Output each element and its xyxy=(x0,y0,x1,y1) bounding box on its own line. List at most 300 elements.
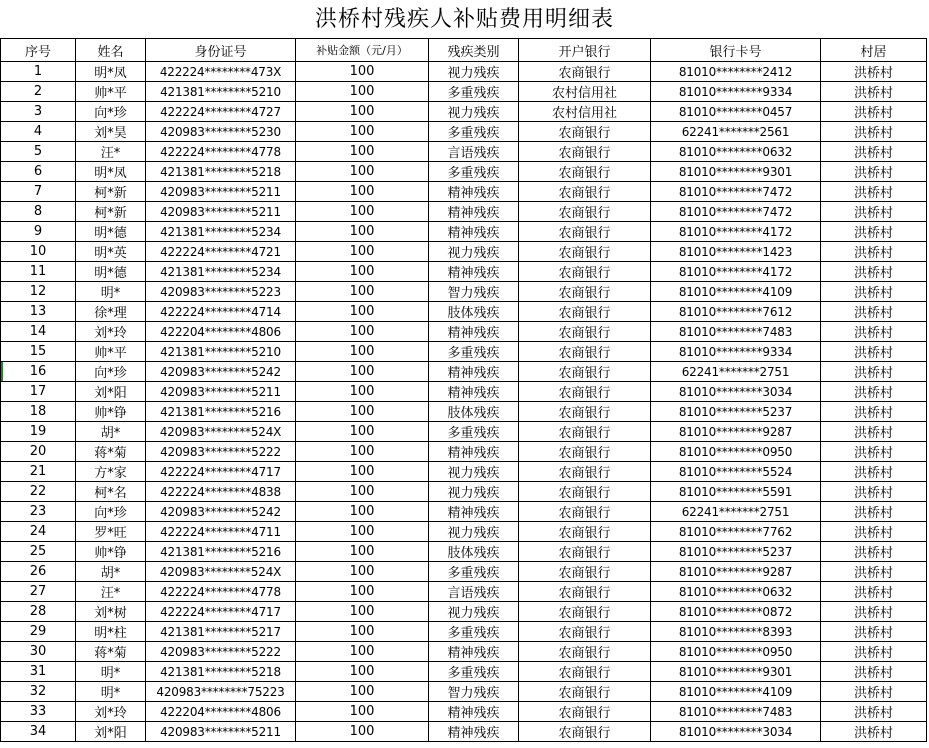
cell-index[interactable]: 6 xyxy=(1,162,76,182)
cell-index[interactable]: 34 xyxy=(1,722,76,742)
cell-disability-type[interactable]: 视力残疾 xyxy=(429,102,519,122)
page-title: 洪桥村残疾人补贴费用明细表 xyxy=(314,7,614,32)
cell-index[interactable]: 24 xyxy=(1,522,76,542)
cell-village[interactable]: 洪桥村 xyxy=(821,302,927,322)
cell-index[interactable]: 28 xyxy=(1,602,76,622)
cell-id-number[interactable]: 422224********4714 xyxy=(146,302,296,322)
cell-village[interactable]: 洪桥村 xyxy=(821,582,927,602)
cell-village[interactable]: 洪桥村 xyxy=(821,62,927,82)
cell-subsidy[interactable]: 100 xyxy=(296,582,429,602)
cell-village[interactable]: 洪桥村 xyxy=(821,622,927,642)
cell-index[interactable]: 22 xyxy=(1,482,76,502)
cell-index[interactable]: 29 xyxy=(1,622,76,642)
cell-index[interactable]: 31 xyxy=(1,662,76,682)
cell-index[interactable]: 9 xyxy=(1,222,76,242)
cell-bank[interactable]: 农商银行 xyxy=(519,342,651,362)
cell-subsidy[interactable]: 100 xyxy=(296,82,429,102)
cell-bank[interactable]: 农商银行 xyxy=(519,602,651,622)
cell-bank[interactable]: 农商银行 xyxy=(519,162,651,182)
header-name[interactable]: 姓名 xyxy=(76,39,146,62)
cell-bank[interactable]: 农商银行 xyxy=(519,542,651,562)
cell-disability-type[interactable]: 精神残疾 xyxy=(429,362,519,382)
cell-bank[interactable]: 农商银行 xyxy=(519,282,651,302)
cell-disability-type[interactable]: 精神残疾 xyxy=(429,262,519,282)
cell-index[interactable]: 20 xyxy=(1,442,76,462)
cell-bank[interactable]: 农商银行 xyxy=(519,622,651,642)
cell-village[interactable]: 洪桥村 xyxy=(821,102,927,122)
cell-disability-type[interactable]: 肢体残疾 xyxy=(429,542,519,562)
cell-disability-type[interactable]: 视力残疾 xyxy=(429,602,519,622)
cell-disability-type[interactable]: 智力残疾 xyxy=(429,682,519,702)
cell-index[interactable]: 12 xyxy=(1,282,76,302)
cell-village[interactable]: 洪桥村 xyxy=(821,202,927,222)
cell-index[interactable]: 5 xyxy=(1,142,76,162)
cell-index[interactable]: 25 xyxy=(1,542,76,562)
subsidy-table xyxy=(0,38,927,742)
cell-village[interactable]: 洪桥村 xyxy=(821,482,927,502)
cell-bank[interactable]: 农商银行 xyxy=(519,182,651,202)
cell-village[interactable]: 洪桥村 xyxy=(821,242,927,262)
cell-subsidy[interactable]: 100 xyxy=(296,222,429,242)
cell-village[interactable]: 洪桥村 xyxy=(821,342,927,362)
cell-id-number[interactable]: 421381********5216 xyxy=(146,402,296,422)
cell-id-number[interactable]: 422224********4778 xyxy=(146,142,296,162)
table-row xyxy=(1,562,927,582)
cell-id-number[interactable]: 422224********4721 xyxy=(146,242,296,262)
cell-bank[interactable]: 农商银行 xyxy=(519,62,651,82)
cell-village[interactable]: 洪桥村 xyxy=(821,642,927,662)
cell-card-number[interactable]: 81010********8393 xyxy=(651,622,821,642)
cell-bank[interactable]: 农商银行 xyxy=(519,482,651,502)
cell-card-number[interactable]: 81010********3034 xyxy=(651,722,821,742)
cell-bank[interactable]: 农商银行 xyxy=(519,462,651,482)
cell-name[interactable]: 胡* xyxy=(76,562,146,582)
cell-name[interactable]: 帅*铮 xyxy=(76,542,146,562)
cell-name[interactable]: 柯*新 xyxy=(76,182,146,202)
cell-subsidy[interactable]: 100 xyxy=(296,342,429,362)
table-row xyxy=(1,262,927,282)
table-row xyxy=(1,242,927,262)
cell-card-number[interactable]: 81010********0872 xyxy=(651,602,821,622)
cell-card-number[interactable]: 81010********1423 xyxy=(651,242,821,262)
cell-village[interactable]: 洪桥村 xyxy=(821,562,927,582)
header-id-number[interactable]: 身份证号 xyxy=(146,39,296,62)
cell-id-number[interactable]: 420983********5242 xyxy=(146,362,296,382)
table-body xyxy=(1,62,927,742)
table-row xyxy=(1,342,927,362)
cell-subsidy[interactable]: 100 xyxy=(296,422,429,442)
cell-name[interactable]: 明*德 xyxy=(76,222,146,242)
cell-index[interactable]: 16 xyxy=(1,362,76,382)
cell-disability-type[interactable]: 精神残疾 xyxy=(429,702,519,722)
cell-village[interactable]: 洪桥村 xyxy=(821,542,927,562)
table-row xyxy=(1,422,927,442)
cell-index[interactable]: 3 xyxy=(1,102,76,122)
cell-index[interactable]: 32 xyxy=(1,682,76,702)
cell-card-number[interactable]: 81010********9334 xyxy=(651,342,821,362)
cell-index[interactable]: 33 xyxy=(1,702,76,722)
cell-village[interactable]: 洪桥村 xyxy=(821,122,927,142)
cell-card-number[interactable]: 81010********4172 xyxy=(651,222,821,242)
header-disability-type[interactable]: 残疾类别 xyxy=(429,39,519,62)
cell-subsidy[interactable]: 100 xyxy=(296,442,429,462)
cell-disability-type[interactable]: 精神残疾 xyxy=(429,382,519,402)
cell-disability-type[interactable]: 肢体残疾 xyxy=(429,302,519,322)
cell-id-number[interactable]: 422224********4727 xyxy=(146,102,296,122)
cell-name[interactable]: 明* xyxy=(76,682,146,702)
cell-village[interactable]: 洪桥村 xyxy=(821,362,927,382)
cell-index[interactable]: 23 xyxy=(1,502,76,522)
cell-village[interactable]: 洪桥村 xyxy=(821,442,927,462)
cell-card-number[interactable]: 81010********4109 xyxy=(651,282,821,302)
cell-name[interactable]: 刘*昊 xyxy=(76,122,146,142)
cell-name[interactable]: 明* xyxy=(76,662,146,682)
cell-id-number[interactable]: 420983********5222 xyxy=(146,442,296,462)
table-row xyxy=(1,122,927,142)
cell-disability-type[interactable]: 多重残疾 xyxy=(429,562,519,582)
cell-subsidy[interactable]: 100 xyxy=(296,602,429,622)
cell-name[interactable]: 蒋*菊 xyxy=(76,642,146,662)
cell-id-number[interactable]: 421381********5216 xyxy=(146,542,296,562)
cell-id-number[interactable]: 420983********5222 xyxy=(146,642,296,662)
cell-name[interactable]: 帅*平 xyxy=(76,82,146,102)
cell-village[interactable]: 洪桥村 xyxy=(821,602,927,622)
cell-disability-type[interactable]: 精神残疾 xyxy=(429,202,519,222)
table-row xyxy=(1,302,927,322)
cell-bank[interactable]: 农商银行 xyxy=(519,302,651,322)
cell-subsidy[interactable]: 100 xyxy=(296,382,429,402)
cell-subsidy[interactable]: 100 xyxy=(296,242,429,262)
cell-bank[interactable]: 农商银行 xyxy=(519,362,651,382)
cell-card-number[interactable]: 81010********0950 xyxy=(651,642,821,662)
cell-village[interactable]: 洪桥村 xyxy=(821,322,927,342)
cell-card-number[interactable]: 81010********9287 xyxy=(651,422,821,442)
cell-bank[interactable]: 农村信用社 xyxy=(519,102,651,122)
cell-name[interactable]: 刘*阳 xyxy=(76,722,146,742)
cell-card-number[interactable]: 81010********9301 xyxy=(651,662,821,682)
cell-village[interactable]: 洪桥村 xyxy=(821,142,927,162)
cell-bank[interactable]: 农商银行 xyxy=(519,442,651,462)
cell-disability-type[interactable]: 多重残疾 xyxy=(429,122,519,142)
cell-subsidy[interactable]: 100 xyxy=(296,562,429,582)
cell-card-number[interactable]: 62241*******2561 xyxy=(651,122,821,142)
cell-subsidy[interactable]: 100 xyxy=(296,502,429,522)
cell-id-number[interactable]: 421381********5218 xyxy=(146,662,296,682)
cell-name[interactable]: 帅*平 xyxy=(76,342,146,362)
cell-name[interactable]: 明*英 xyxy=(76,242,146,262)
cell-disability-type[interactable]: 视力残疾 xyxy=(429,462,519,482)
cell-index[interactable]: 13 xyxy=(1,302,76,322)
cell-village[interactable]: 洪桥村 xyxy=(821,702,927,722)
cell-village[interactable]: 洪桥村 xyxy=(821,462,927,482)
cell-bank[interactable]: 农商银行 xyxy=(519,142,651,162)
cell-subsidy[interactable]: 100 xyxy=(296,542,429,562)
cell-disability-type[interactable]: 多重残疾 xyxy=(429,422,519,442)
cell-card-number[interactable]: 81010********7762 xyxy=(651,522,821,542)
cell-subsidy[interactable]: 100 xyxy=(296,622,429,642)
cell-village[interactable]: 洪桥村 xyxy=(821,402,927,422)
cell-subsidy[interactable]: 100 xyxy=(296,262,429,282)
cell-village[interactable]: 洪桥村 xyxy=(821,282,927,302)
cell-village[interactable]: 洪桥村 xyxy=(821,162,927,182)
cell-bank[interactable]: 农商银行 xyxy=(519,402,651,422)
cell-card-number[interactable]: 81010********5237 xyxy=(651,402,821,422)
cell-subsidy[interactable]: 100 xyxy=(296,702,429,722)
cell-subsidy[interactable]: 100 xyxy=(296,402,429,422)
cell-village[interactable]: 洪桥村 xyxy=(821,422,927,442)
cell-village[interactable]: 洪桥村 xyxy=(821,522,927,542)
cell-id-number[interactable]: 420983********75223 xyxy=(146,682,296,702)
cell-bank[interactable]: 农商银行 xyxy=(519,522,651,542)
cell-index[interactable]: 27 xyxy=(1,582,76,602)
cell-village[interactable]: 洪桥村 xyxy=(821,222,927,242)
table-row xyxy=(1,362,927,382)
cell-disability-type[interactable]: 精神残疾 xyxy=(429,442,519,462)
cell-name[interactable]: 明*凤 xyxy=(76,62,146,82)
cell-village[interactable]: 洪桥村 xyxy=(821,182,927,202)
cell-index[interactable]: 14 xyxy=(1,322,76,342)
cell-subsidy[interactable]: 100 xyxy=(296,142,429,162)
cell-name[interactable]: 帅*铮 xyxy=(76,402,146,422)
cell-bank[interactable]: 农商银行 xyxy=(519,382,651,402)
cell-subsidy[interactable]: 100 xyxy=(296,362,429,382)
cell-card-number[interactable]: 81010********0632 xyxy=(651,142,821,162)
table-row xyxy=(1,102,927,122)
cell-index[interactable]: 17 xyxy=(1,382,76,402)
cell-disability-type[interactable]: 多重残疾 xyxy=(429,662,519,682)
cell-disability-type[interactable]: 多重残疾 xyxy=(429,82,519,102)
header-village[interactable]: 村居 xyxy=(821,39,927,62)
cell-bank[interactable]: 农商银行 xyxy=(519,582,651,602)
cell-disability-type[interactable]: 多重残疾 xyxy=(429,342,519,362)
table-row xyxy=(1,202,927,222)
cell-name[interactable]: 柯*新 xyxy=(76,202,146,222)
cell-disability-type[interactable]: 精神残疾 xyxy=(429,722,519,742)
cell-index[interactable]: 18 xyxy=(1,402,76,422)
cell-subsidy[interactable]: 100 xyxy=(296,722,429,742)
cell-id-number[interactable]: 421381********5218 xyxy=(146,162,296,182)
cell-index[interactable]: 11 xyxy=(1,262,76,282)
cell-card-number[interactable]: 81010********4172 xyxy=(651,262,821,282)
cell-id-number[interactable]: 422204********4806 xyxy=(146,702,296,722)
cell-id-number[interactable]: 422204********4806 xyxy=(146,322,296,342)
cell-disability-type[interactable]: 多重残疾 xyxy=(429,622,519,642)
cell-card-number[interactable]: 81010********5591 xyxy=(651,482,821,502)
cell-card-number[interactable]: 81010********7472 xyxy=(651,202,821,222)
cell-bank[interactable]: 农商银行 xyxy=(519,662,651,682)
table-row xyxy=(1,162,927,182)
cell-bank[interactable]: 农商银行 xyxy=(519,702,651,722)
header-index[interactable]: 序号 xyxy=(1,39,76,62)
cell-card-number[interactable]: 81010********5524 xyxy=(651,462,821,482)
cell-village[interactable]: 洪桥村 xyxy=(821,262,927,282)
cell-card-number[interactable]: 81010********2412 xyxy=(651,62,821,82)
cell-card-number[interactable]: 81010********0950 xyxy=(651,442,821,462)
cell-village[interactable]: 洪桥村 xyxy=(821,82,927,102)
cell-subsidy[interactable]: 100 xyxy=(296,62,429,82)
cell-bank[interactable]: 农商银行 xyxy=(519,322,651,342)
cell-subsidy[interactable]: 100 xyxy=(296,302,429,322)
cell-card-number[interactable]: 81010********7612 xyxy=(651,302,821,322)
cell-disability-type[interactable]: 智力残疾 xyxy=(429,282,519,302)
cell-village[interactable]: 洪桥村 xyxy=(821,662,927,682)
cell-id-number[interactable]: 420983********5230 xyxy=(146,122,296,142)
cell-card-number[interactable]: 81010********5237 xyxy=(651,542,821,562)
cell-disability-type[interactable]: 言语残疾 xyxy=(429,142,519,162)
cell-index[interactable]: 26 xyxy=(1,562,76,582)
cell-name[interactable]: 刘*树 xyxy=(76,602,146,622)
cell-village[interactable]: 洪桥村 xyxy=(821,682,927,702)
cell-id-number[interactable]: 421381********5210 xyxy=(146,82,296,102)
cell-name[interactable]: 方*家 xyxy=(76,462,146,482)
cell-subsidy[interactable]: 100 xyxy=(296,522,429,542)
cell-name[interactable]: 向*珍 xyxy=(76,502,146,522)
cell-id-number[interactable]: 421381********5217 xyxy=(146,622,296,642)
cell-id-number[interactable]: 422224********4717 xyxy=(146,602,296,622)
cell-village[interactable]: 洪桥村 xyxy=(821,382,927,402)
cell-bank[interactable]: 农商银行 xyxy=(519,242,651,262)
cell-name[interactable]: 徐*理 xyxy=(76,302,146,322)
cell-village[interactable]: 洪桥村 xyxy=(821,722,927,742)
cell-id-number[interactable]: 421381********5210 xyxy=(146,342,296,362)
cell-index[interactable]: 10 xyxy=(1,242,76,262)
cell-subsidy[interactable]: 100 xyxy=(296,182,429,202)
cell-disability-type[interactable]: 多重残疾 xyxy=(429,162,519,182)
cell-index[interactable]: 30 xyxy=(1,642,76,662)
cell-name[interactable]: 明*柱 xyxy=(76,622,146,642)
cell-card-number[interactable]: 81010********7472 xyxy=(651,182,821,202)
cell-name[interactable]: 刘*玲 xyxy=(76,322,146,342)
cell-id-number[interactable]: 420983********5211 xyxy=(146,382,296,402)
cell-subsidy[interactable]: 100 xyxy=(296,122,429,142)
cell-disability-type[interactable]: 视力残疾 xyxy=(429,482,519,502)
cell-bank[interactable]: 农商银行 xyxy=(519,562,651,582)
cell-bank[interactable]: 农商银行 xyxy=(519,682,651,702)
table-row xyxy=(1,142,927,162)
cell-id-number[interactable]: 420983********5242 xyxy=(146,502,296,522)
cell-index[interactable]: 4 xyxy=(1,122,76,142)
cell-subsidy[interactable]: 100 xyxy=(296,282,429,302)
cell-index[interactable]: 2 xyxy=(1,82,76,102)
cell-id-number[interactable]: 420983********524X xyxy=(146,422,296,442)
cell-name[interactable]: 汪* xyxy=(76,582,146,602)
cell-disability-type[interactable]: 视力残疾 xyxy=(429,242,519,262)
cell-card-number[interactable]: 81010********0457 xyxy=(651,102,821,122)
cell-disability-type[interactable]: 肢体残疾 xyxy=(429,402,519,422)
cell-id-number[interactable]: 422224********4778 xyxy=(146,582,296,602)
cell-index[interactable]: 1 xyxy=(1,62,76,82)
cell-id-number[interactable]: 422224********473X xyxy=(146,62,296,82)
cell-id-number[interactable]: 422224********4838 xyxy=(146,482,296,502)
cell-index[interactable]: 21 xyxy=(1,462,76,482)
cell-disability-type[interactable]: 精神残疾 xyxy=(429,182,519,202)
cell-id-number[interactable]: 420983********5223 xyxy=(146,282,296,302)
cell-id-number[interactable]: 421381********5234 xyxy=(146,222,296,242)
cell-name[interactable]: 刘*阳 xyxy=(76,382,146,402)
cell-id-number[interactable]: 421381********5234 xyxy=(146,262,296,282)
table-row xyxy=(1,382,927,402)
cell-disability-type[interactable]: 视力残疾 xyxy=(429,522,519,542)
cell-disability-type[interactable]: 精神残疾 xyxy=(429,502,519,522)
cell-subsidy[interactable]: 100 xyxy=(296,322,429,342)
cell-bank[interactable]: 农商银行 xyxy=(519,502,651,522)
header-card-number[interactable]: 银行卡号 xyxy=(651,39,821,62)
cell-subsidy[interactable]: 100 xyxy=(296,642,429,662)
header-subsidy-amount[interactable]: 补贴金额（元/月） xyxy=(296,39,429,62)
cell-disability-type[interactable]: 精神残疾 xyxy=(429,642,519,662)
cell-index[interactable]: 15 xyxy=(1,342,76,362)
cell-card-number[interactable]: 81010********7483 xyxy=(651,322,821,342)
cell-name[interactable]: 刘*玲 xyxy=(76,702,146,722)
cell-index[interactable]: 19 xyxy=(1,422,76,442)
cell-disability-type[interactable]: 精神残疾 xyxy=(429,222,519,242)
table-row xyxy=(1,722,927,742)
cell-subsidy[interactable]: 100 xyxy=(296,682,429,702)
cell-bank[interactable]: 农商银行 xyxy=(519,422,651,442)
cell-index[interactable]: 7 xyxy=(1,182,76,202)
cell-card-number[interactable]: 81010********9287 xyxy=(651,562,821,582)
table-row xyxy=(1,402,927,422)
table-row xyxy=(1,182,927,202)
table-row xyxy=(1,642,927,662)
cell-bank[interactable]: 农商银行 xyxy=(519,262,651,282)
cell-card-number[interactable]: 81010********7483 xyxy=(651,702,821,722)
cell-subsidy[interactable]: 100 xyxy=(296,202,429,222)
cell-name[interactable]: 明*凤 xyxy=(76,162,146,182)
cell-name[interactable]: 明*德 xyxy=(76,262,146,282)
cell-bank[interactable]: 农商银行 xyxy=(519,202,651,222)
cell-disability-type[interactable]: 精神残疾 xyxy=(429,322,519,342)
cell-card-number[interactable]: 81010********0632 xyxy=(651,582,821,602)
cell-name[interactable]: 蒋*菊 xyxy=(76,442,146,462)
header-bank[interactable]: 开户银行 xyxy=(519,39,651,62)
cell-card-number[interactable]: 81010********4109 xyxy=(651,682,821,702)
cell-village[interactable]: 洪桥村 xyxy=(821,502,927,522)
cell-name[interactable]: 汪* xyxy=(76,142,146,162)
cell-subsidy[interactable]: 100 xyxy=(296,462,429,482)
cell-id-number[interactable]: 420983********524X xyxy=(146,562,296,582)
cell-name[interactable]: 向*珍 xyxy=(76,362,146,382)
cell-subsidy[interactable]: 100 xyxy=(296,102,429,122)
cell-id-number[interactable]: 420983********5211 xyxy=(146,722,296,742)
cell-subsidy[interactable]: 100 xyxy=(296,162,429,182)
cell-name[interactable]: 柯*名 xyxy=(76,482,146,502)
cell-bank[interactable]: 农商银行 xyxy=(519,222,651,242)
cell-card-number[interactable]: 62241*******2751 xyxy=(651,362,821,382)
cell-disability-type[interactable]: 言语残疾 xyxy=(429,582,519,602)
cell-card-number[interactable]: 81010********3034 xyxy=(651,382,821,402)
cell-disability-type[interactable]: 视力残疾 xyxy=(429,62,519,82)
cell-name[interactable]: 向*珍 xyxy=(76,102,146,122)
cell-name[interactable]: 胡* xyxy=(76,422,146,442)
cell-bank[interactable]: 农商银行 xyxy=(519,722,651,742)
cell-id-number[interactable]: 420983********5211 xyxy=(146,182,296,202)
cell-card-number[interactable]: 62241*******2751 xyxy=(651,502,821,522)
cell-bank[interactable]: 农村信用社 xyxy=(519,82,651,102)
cell-id-number[interactable]: 420983********5211 xyxy=(146,202,296,222)
cell-card-number[interactable]: 81010********9334 xyxy=(651,82,821,102)
cell-name[interactable]: 罗*旺 xyxy=(76,522,146,542)
cell-card-number[interactable]: 81010********9301 xyxy=(651,162,821,182)
cell-name[interactable]: 明* xyxy=(76,282,146,302)
cell-bank[interactable]: 农商银行 xyxy=(519,122,651,142)
cell-index[interactable]: 8 xyxy=(1,202,76,222)
cell-subsidy[interactable]: 100 xyxy=(296,482,429,502)
cell-id-number[interactable]: 422224********4711 xyxy=(146,522,296,542)
cell-id-number[interactable]: 422224********4717 xyxy=(146,462,296,482)
cell-subsidy[interactable]: 100 xyxy=(296,662,429,682)
cell-bank[interactable]: 农商银行 xyxy=(519,642,651,662)
